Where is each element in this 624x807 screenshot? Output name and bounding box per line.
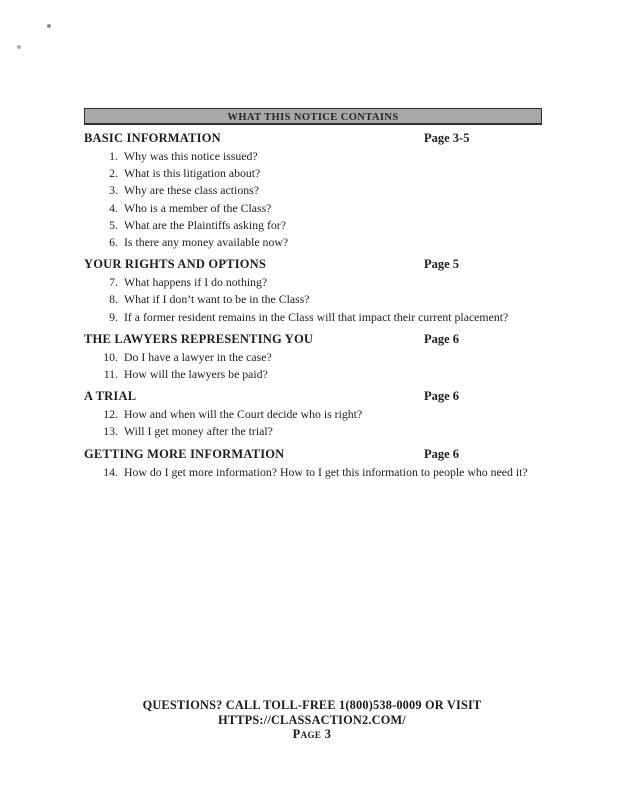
section-header [84, 256, 542, 272]
toc-item-text: How do I get more information? How to I get this information to people who need it? [124, 464, 528, 479]
toc-item [84, 366, 542, 383]
scan-speck [17, 45, 21, 49]
section-title: GETTING MORE INFORMATION [84, 446, 285, 461]
page-footer [0, 698, 624, 742]
toc-item-text: Is there any money available now? [124, 235, 289, 250]
toc-item-text: Will I get money after the trial? [124, 424, 273, 439]
toc-item [84, 234, 542, 251]
toc-item-number: 7. [109, 275, 118, 290]
section-title: A TRIAL [84, 389, 137, 404]
section-title: YOUR RIGHTS AND OPTIONS [84, 257, 267, 272]
section-your-rights-and-options [84, 256, 542, 326]
toc-item-text: Why are these class actions? [124, 183, 259, 198]
toc-content [84, 108, 542, 481]
section-header [84, 331, 542, 347]
section-title: THE LAWYERS REPRESENTING YOU [84, 331, 314, 346]
toc-item [84, 309, 542, 326]
toc-item-text: Do I have a lawyer in the case? [124, 349, 272, 364]
section-a-trial [84, 388, 542, 440]
section-page-ref: Page 6 [424, 446, 460, 461]
footer-questions-line: QUESTIONS? CALL TOLL-FREE 1(800)538-0009 OR VISIT [142, 698, 482, 712]
toc-item-number: 12. [103, 407, 118, 422]
section-header [84, 388, 542, 404]
section-page-ref: Page 6 [424, 389, 460, 404]
toc-item-text: How and when will the Court decide who is right? [124, 407, 363, 422]
toc-item-text: Who is a member of the Class? [124, 200, 272, 215]
toc-item-number: 9. [109, 309, 118, 324]
section-page-ref: Page 5 [424, 257, 460, 272]
footer-page-number: Page 3 [292, 727, 332, 741]
toc-item [84, 217, 542, 234]
section-page-ref: Page 6 [424, 331, 460, 346]
footer-website-line: HTTPS://CLASSACTION2.COM/ [218, 712, 406, 727]
toc-item-text: What are the Plaintiffs asking for? [124, 217, 286, 232]
toc-item-text: What is this litigation about? [124, 166, 261, 181]
notice-contents-banner: WHAT THIS NOTICE CONTAINS [84, 108, 542, 125]
toc-item [84, 423, 542, 440]
toc-item-number: 3. [109, 183, 118, 198]
section-header [84, 446, 542, 462]
section-basic-information [84, 130, 542, 251]
section-lawyers-representing-you [84, 331, 542, 383]
toc-item-text: How will the lawyers be paid? [124, 367, 268, 382]
toc-item-number: 5. [109, 217, 118, 232]
toc-item-number: 13. [103, 424, 118, 439]
toc-item [84, 182, 542, 199]
toc-item-text: If a former resident remains in the Class will that impact their current placement? [124, 309, 509, 324]
toc-item-number: 10. [103, 349, 118, 364]
toc-item-number: 8. [109, 292, 118, 307]
toc-item-number: 14. [103, 464, 118, 479]
toc-item [84, 200, 542, 217]
section-header [84, 130, 542, 146]
toc-item [84, 291, 542, 308]
toc-item-number: 2. [109, 166, 118, 181]
toc-item-number: 11. [103, 367, 118, 382]
toc-item-text: Why was this notice issued? [124, 149, 258, 163]
scan-speck [47, 24, 51, 28]
toc-item [84, 349, 542, 366]
section-title: BASIC INFORMATION [84, 131, 221, 145]
toc-item-number: 4. [109, 200, 118, 215]
section-page-ref: Page 3-5 [424, 131, 470, 145]
section-getting-more-information [84, 446, 542, 481]
toc-item [84, 148, 542, 165]
toc-item-text: What if I don’t want to be in the Class? [124, 292, 310, 307]
toc-item-number: 1. [109, 149, 118, 163]
toc-item-number: 6. [109, 235, 118, 250]
toc-item [84, 406, 542, 423]
toc-item [84, 464, 542, 481]
toc-item [84, 274, 542, 291]
toc-item [84, 165, 542, 182]
toc-item-text: What happens if I do nothing? [124, 275, 268, 290]
